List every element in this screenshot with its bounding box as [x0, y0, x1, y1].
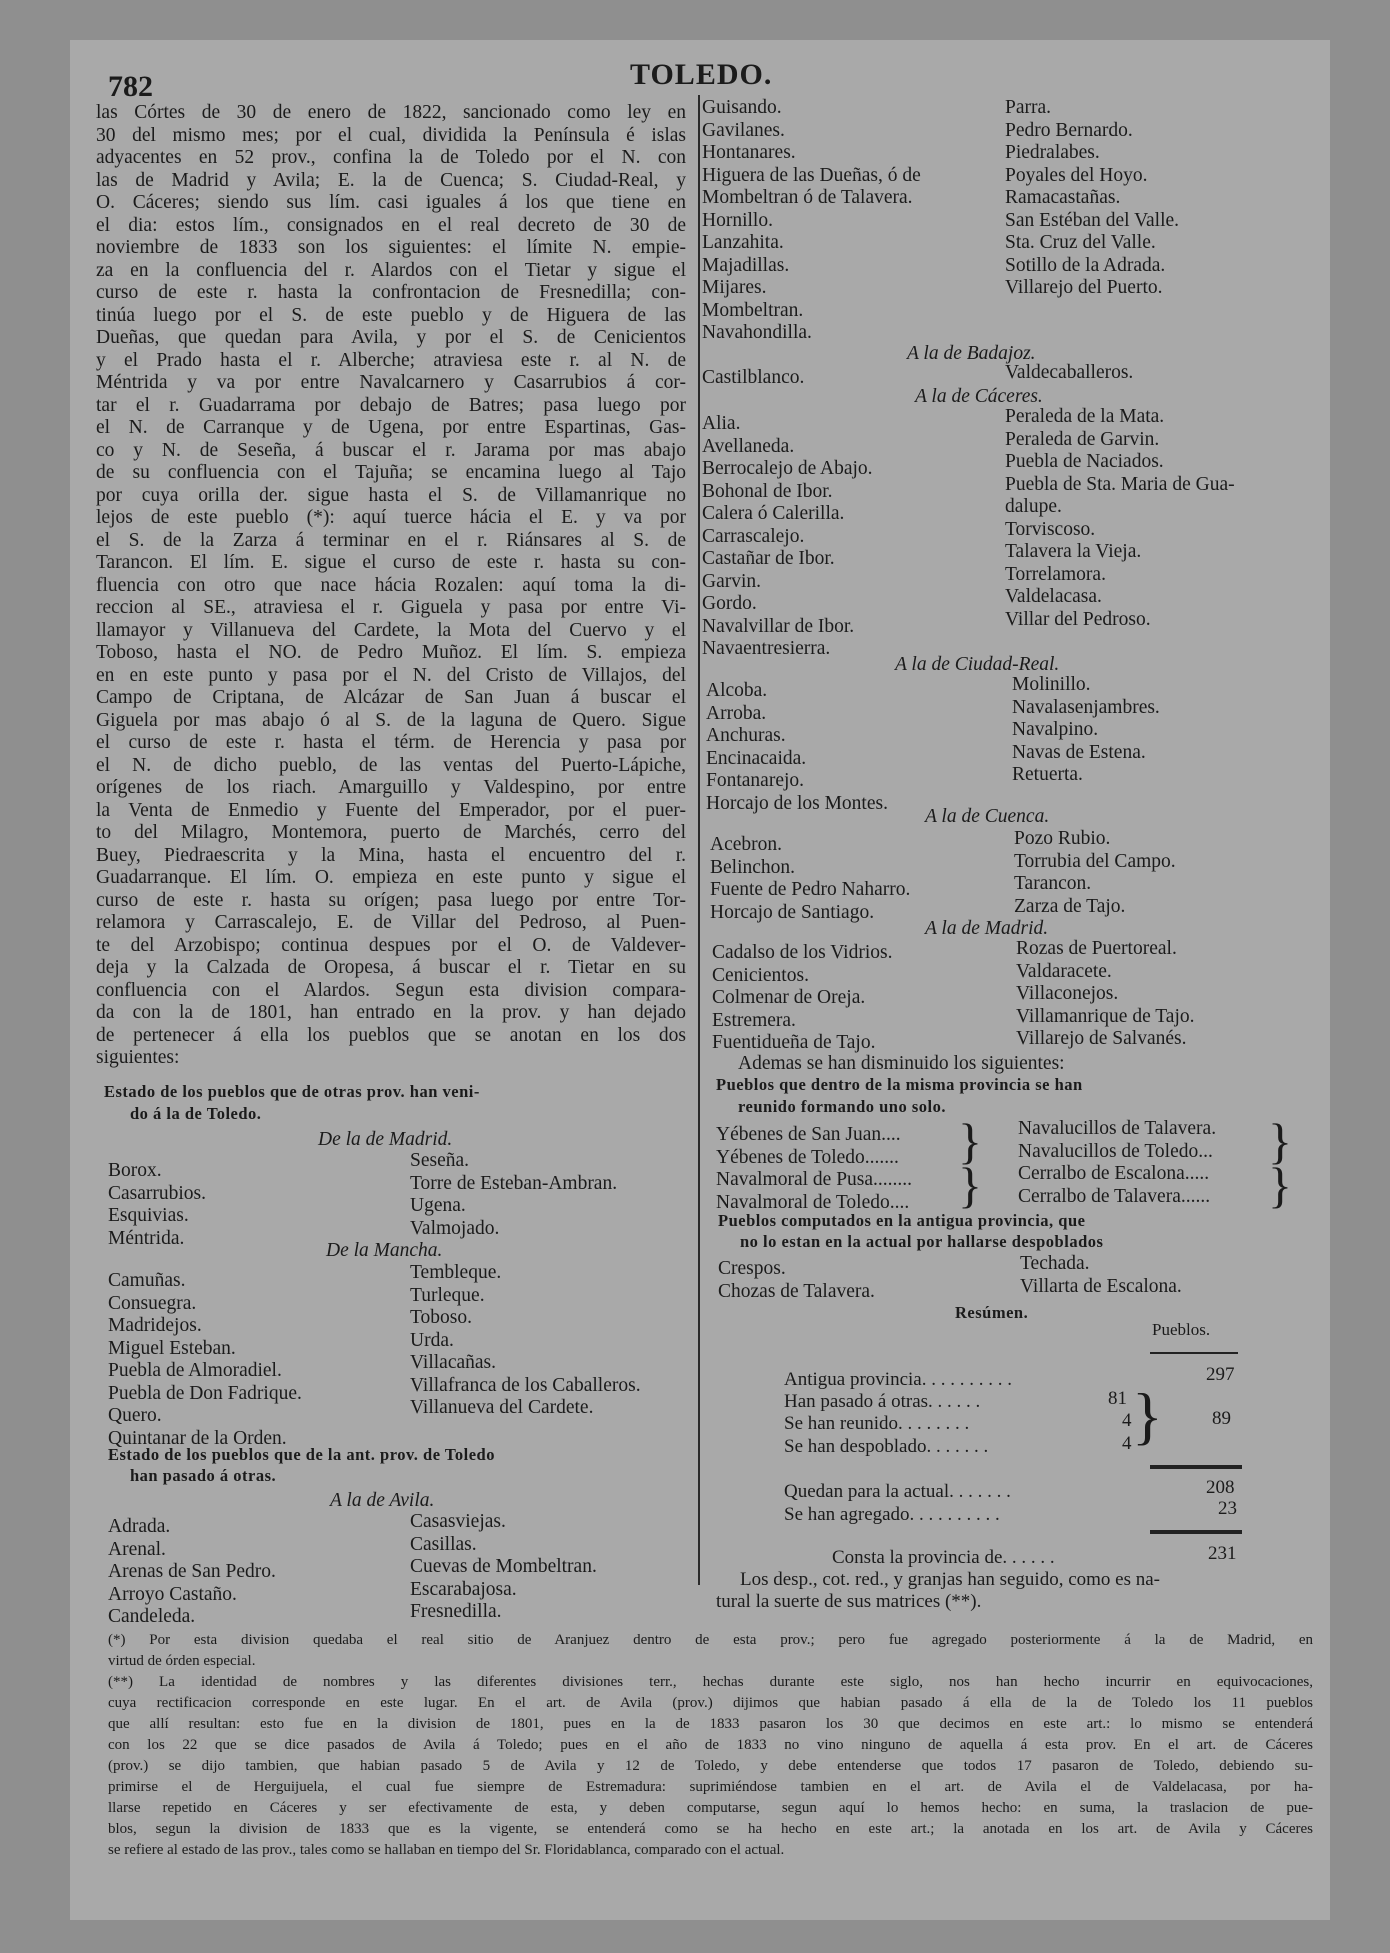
list-item: Berrocalejo de Abajo.	[702, 458, 873, 479]
list-item: Gordo.	[702, 593, 757, 614]
footnote-line: se refiere al estado de las prov., tales como se hallaban en tiempo del Sr. Floridablanca, comparado con el actual.	[108, 1842, 785, 1858]
list-item: Parra.	[1005, 97, 1052, 118]
footnote-line: (prov.) se dijo tambien, que habian pasado 5 de Avila y 12 de Toledo, y debe entenderse que todos 17 pasaron de Toledo, debiendo su-	[108, 1758, 1313, 1774]
paragraph-line: la Venta de Enmedio y Fuente del Emperador, por el puer-	[96, 799, 686, 821]
list-item: Cerralbo de Talavera......	[1018, 1185, 1211, 1207]
list-item: Miguel Esteban.	[108, 1337, 236, 1359]
resumen-rule-2	[1150, 1530, 1242, 1534]
list-item: Castañar de Ibor.	[702, 548, 835, 569]
list-item: Molinillo.	[1012, 674, 1091, 695]
paragraph-line: adyacentes en 52 prov., confina la de Toledo por el N. con	[96, 147, 686, 168]
list-item: Borox.	[108, 1160, 162, 1181]
list-item: Alcoba.	[706, 680, 768, 701]
paragraph-line: de pertenecer á ella los pueblos que se anotan en los dos	[96, 1024, 686, 1046]
list-item: Ugena.	[410, 1195, 466, 1216]
list-item: Esquivias.	[108, 1205, 189, 1226]
list-item: Adrada.	[108, 1516, 171, 1537]
estado1-title-line2: do á la de Toledo.	[130, 1104, 262, 1123]
mancha-heading: De la Mancha.	[326, 1240, 443, 1261]
brace-right-bottom: }	[1268, 1157, 1292, 1213]
resumen-total-consta: 231	[1208, 1543, 1237, 1564]
cuenca-heading: A la de Cuenca.	[925, 806, 1050, 827]
paragraph-line: fluencia con otro que nace hácia Rozalen: aquí toma la di-	[96, 574, 686, 596]
brace-right-top: }	[1268, 1113, 1292, 1169]
paragraph-line: te del Arzobispo; continua despues por el O. de Valdever-	[96, 934, 686, 956]
column-divider	[698, 95, 700, 1585]
madrid2-col1	[712, 942, 892, 1055]
list-item: Estremera.	[712, 1009, 796, 1031]
list-item: Arenal.	[108, 1538, 166, 1560]
reunidos-col1	[716, 1124, 912, 1214]
resumen-closing-line2: tural la suerte de sus matrices (**).	[716, 1591, 982, 1612]
list-item: Villarejo del Puerto.	[1005, 277, 1163, 298]
footnote-line: que allí resultan: esto fue en la division de 1801, pues en la de 1833 pasaron los 30 que decimos en este art.: lo mismo se entenderá	[108, 1716, 1313, 1732]
mancha-col2	[410, 1262, 641, 1420]
avila-heading: A la de Avila.	[330, 1490, 435, 1511]
caceres-heading: A la de Cáceres.	[915, 386, 1043, 407]
list-item: Villar del Pedroso.	[1005, 608, 1151, 630]
list-item: Tarancon.	[1014, 873, 1092, 894]
list-item: Calera ó Calerilla.	[702, 503, 845, 524]
madrid-heading: De la de Madrid.	[318, 1129, 453, 1150]
madrid-col1	[108, 1160, 206, 1250]
list-item: Yébenes de Toledo.......	[716, 1146, 899, 1168]
list-item: Peraleda de Garvin.	[1005, 428, 1160, 450]
list-item: Fuente de Pedro Naharro.	[710, 879, 911, 900]
list-item: Sta. Cruz del Valle.	[1005, 232, 1156, 253]
list-item: Torre de Esteban-Ambran.	[410, 1172, 618, 1194]
list-item: dalupe.	[1005, 496, 1062, 517]
resumen-row-despoblado: Se han despoblado. . . . . . .	[784, 1436, 989, 1457]
disminuidos-line: Ademas se han disminuido los siguientes:	[738, 1053, 1065, 1074]
resumen-row-quedan: Quedan para la actual. . . . . . .	[784, 1481, 1011, 1502]
brace-left-bottom: }	[958, 1157, 982, 1213]
reunidos-title-line2: reunido formando uno solo.	[738, 1097, 946, 1116]
paragraph-line: to del Milagro, Montemora, puerto de Marchés, cerro del	[96, 822, 686, 843]
list-item: Majadillas.	[702, 254, 790, 276]
list-item: Navalvillar de Ibor.	[702, 615, 855, 637]
paragraph-line: deja y la Calzada de Oropesa, á buscar el r. Tietar en su	[96, 957, 686, 978]
avila-col2	[410, 1511, 597, 1624]
paragraph-line: relamora y Carrascalejo, E. de Villar del Pedroso, al Puen-	[96, 912, 686, 933]
paragraph-line: por cuya orilla der. sigue hasta el S. de Villamanrique no	[96, 484, 686, 506]
list-item: Acebron.	[710, 834, 783, 855]
list-item: Rozas de Puertoreal.	[1016, 938, 1177, 959]
paragraph-line: llamayor y Villanueva del Cardete, la Mota del Cuervo y el	[96, 619, 686, 641]
ciudad-real-heading: A la de Ciudad-Real.	[895, 654, 1060, 675]
paragraph-line: curso de este r. hasta su orígen; pasa luego por entre Tor-	[96, 889, 686, 911]
list-item: Puebla de Don Fadrique.	[108, 1382, 302, 1404]
resumen-head-rule	[1150, 1352, 1238, 1354]
list-item: Chozas de Talavera.	[718, 1280, 875, 1302]
list-item: Casillas.	[410, 1533, 477, 1555]
paragraph-line: tar el r. Guadarrama por debajo de Batres; pasa luego por	[96, 394, 686, 416]
list-item: San Estéban del Valle.	[1005, 209, 1180, 231]
caceres-col2	[1005, 406, 1235, 631]
paragraph-line: lejos de este pueblo (*): aquí tuerce hácia el E. y va por	[96, 507, 686, 528]
estado2-title-line2: han pasado á otras.	[130, 1466, 277, 1485]
list-item: Villarta de Escalona.	[1020, 1275, 1182, 1297]
paragraph-line: Buey, Piedraescrita y la Mina, hasta el encuentro del r.	[96, 844, 686, 866]
cuenca-col1	[710, 834, 910, 924]
resumen-row-pasado: Han pasado á otras. . . . . .	[784, 1391, 981, 1412]
list-item: Escarabajosa.	[410, 1578, 517, 1600]
list-item: Arenas de San Pedro.	[108, 1561, 276, 1582]
list-item: Arroyo Castaño.	[108, 1583, 237, 1605]
list-item: Cadalso de los Vidrios.	[712, 942, 893, 963]
list-item: Consuegra.	[108, 1292, 197, 1314]
list-item: Yébenes de San Juan....	[716, 1124, 901, 1145]
list-item: Villarejo de Salvanés.	[1016, 1028, 1187, 1049]
despoblados-title-line2: no lo estan en la actual por hallarse despoblados	[740, 1232, 1104, 1251]
resumen-closing-line1: Los desp., cot. red., y granjas han seguido, como es na-	[740, 1569, 1161, 1590]
list-item: Cerralbo de Escalona.....	[1018, 1163, 1210, 1184]
resumen-sub-reunido: 4	[1122, 1410, 1132, 1431]
list-item: Puebla de Sta. Maria de Gua-	[1005, 473, 1235, 495]
list-item: Carrascalejo.	[702, 525, 805, 547]
caceres-col1	[702, 413, 873, 661]
resumen-title: Resúmen.	[955, 1303, 1029, 1322]
paragraph-line: Guadarranque. El lím. O. empieza en este punto y sigue el	[96, 867, 686, 888]
list-item: Hornillo.	[702, 209, 773, 231]
paragraph-line: O. Cáceres; siendo sus lím. casi iguales á los que tiene en	[96, 192, 686, 213]
resumen-row-agregado: Se han agregado. . . . . . . . . .	[784, 1504, 1000, 1525]
list-item: Cuevas de Mombeltran.	[410, 1556, 597, 1577]
paragraph-line: Méntrida y va por entre Navalcarnero y Casarrubios á cor-	[96, 372, 686, 393]
list-item: Tembleque.	[410, 1262, 502, 1283]
list-item: Méntrida.	[108, 1227, 185, 1249]
right-top-col1	[702, 97, 921, 345]
resumen-rule-1	[1150, 1465, 1242, 1469]
resumen-total-subtracted: 89	[1212, 1408, 1231, 1429]
list-item: Gavilanes.	[702, 119, 785, 141]
list-item: Zarza de Tajo.	[1014, 895, 1126, 917]
paragraph-line: confluencia con el Alardos. Segun esta division compara-	[96, 979, 686, 1001]
list-item: Poyales del Hoyo.	[1005, 164, 1148, 186]
estado2-title-line1: Estado de los pueblos que de la ant. prov. de Toledo	[108, 1445, 495, 1464]
left-column-paragraph	[96, 102, 686, 1070]
resumen-sub-despoblado: 4	[1122, 1433, 1132, 1454]
list-item: Pedro Bernardo.	[1005, 119, 1133, 141]
resumen-brace: }	[1132, 1380, 1163, 1451]
list-item: Valdelacasa.	[1005, 586, 1102, 607]
footnote-line: primirse el de Herguijuela, el cual fue siempre de Estremadura: suprimiéndose tambien en el art. de Avila el de Valdelacasa, por ha-	[108, 1779, 1313, 1795]
list-item: Navalucillos de Toledo...	[1018, 1140, 1213, 1162]
list-item: Alia.	[702, 413, 741, 434]
list-item: Puebla de Almoradiel.	[108, 1360, 282, 1381]
paragraph-line: el dia: estos lím., consignados en el real decreto de 30 de	[96, 214, 686, 236]
despoblados-title-line1: Pueblos computados en la antigua provincia, que	[718, 1211, 1086, 1230]
list-item: Torrelamora.	[1005, 563, 1106, 585]
paragraph-line: orígenes de los riach. Amarguillo y Valdespino, por entre	[96, 777, 686, 798]
paragraph-line: las de Madrid y Avila; E. la de Cuenca; S. Ciudad-Real, y	[96, 169, 686, 191]
list-item: Fontanarejo.	[706, 770, 805, 791]
list-item: Bohonal de Ibor.	[702, 480, 833, 502]
brace-left-top: }	[958, 1113, 982, 1169]
list-item: Colmenar de Oreja.	[712, 987, 866, 1008]
resumen-row-reunido: Se han reunido. . . . . . . .	[784, 1413, 970, 1434]
list-item: Navalmoral de Toledo....	[716, 1191, 910, 1213]
list-item: Candeleda.	[108, 1606, 196, 1627]
footnote-line: cuya rectificacion corresponde en este lugar. En el art. de Avila (prov.) dijimos que habian pasado á ella de la de Toledo los 11 pueblos	[108, 1695, 1313, 1711]
list-item: Quintanar de la Orden.	[108, 1427, 287, 1449]
paragraph-line: noviembre de 1833 son los siguientes: el límite N. empie-	[96, 237, 686, 258]
list-item: Navahondilla.	[702, 322, 812, 343]
list-item: Ramacastañas.	[1005, 187, 1121, 208]
footnote-line: virtud de órden especial.	[108, 1653, 256, 1669]
footnotes	[108, 1630, 1313, 1861]
list-item: Anchuras.	[706, 725, 786, 746]
paragraph-line: en en este punto y pasa por el N. del Cristo de Villajos, del	[96, 664, 686, 686]
list-item: Fresnedilla.	[410, 1601, 502, 1622]
paragraph-line: reccion al SE., atraviesa el r. Giguela y pasa por entre Vi-	[96, 597, 686, 618]
badajoz-col2	[1005, 362, 1133, 385]
resumen-sub-pasado: 81	[1108, 1388, 1127, 1409]
list-item: Navalasenjambres.	[1012, 696, 1160, 718]
footnote-line: (*) Por esta division quedaba el real sitio de Aranjuez dentro de esta prov.; pero fue agregado posteriormente á la de Madrid, en	[108, 1632, 1313, 1648]
list-item: Toboso.	[410, 1307, 473, 1328]
list-item: Lanzahita.	[702, 232, 784, 253]
list-item: Valdaracete.	[1016, 960, 1112, 982]
list-item: Casasviejas.	[410, 1511, 506, 1532]
madrid2-heading: A la de Madrid.	[925, 918, 1049, 939]
right-top-col2	[1005, 97, 1179, 300]
avila-col1	[108, 1516, 276, 1629]
list-item: Encinacaida.	[706, 747, 807, 769]
list-item: Navalpino.	[1012, 719, 1099, 740]
list-item: Valmojado.	[410, 1217, 500, 1239]
list-item: Valdecaballeros.	[1005, 362, 1134, 383]
paragraph-line: el curso de este r. hasta el térm. de Herencia y pasa por	[96, 732, 686, 753]
reunidos-col2	[1018, 1118, 1216, 1208]
paragraph-line: da con la de 1801, han entrado en la prov. y han dejado	[96, 1002, 686, 1023]
list-item: Navaentresierra.	[702, 638, 831, 659]
footnote-line: (**) La identidad de nombres y las diferentes divisiones terr., hechas durante este siglo, nos han hecho incurrir en equivocaciones,	[108, 1674, 1313, 1690]
paragraph-line: za en la confluencia del r. Alardos con el Tietar y sigue el	[96, 259, 686, 281]
footnote-line: con los 22 que se dice pasados de Avila á Toledo; pues en el año de 1833 no vino ninguno de aquella á esta prov. En el art. de Cáceres	[108, 1737, 1313, 1753]
resumen-total-agregado: 23	[1218, 1498, 1237, 1519]
reunidos-title-line1: Pueblos que dentro de la misma provincia se han	[716, 1075, 1083, 1094]
list-item: Talavera la Vieja.	[1005, 541, 1142, 562]
list-item: Horcajo de Santiago.	[710, 901, 875, 923]
mancha-col1	[108, 1270, 302, 1450]
list-item: Piedralabes.	[1005, 142, 1100, 163]
list-item: Casarrubios.	[108, 1182, 207, 1204]
resumen-total-antigua: 297	[1206, 1364, 1235, 1385]
list-item: Villaconejos.	[1016, 983, 1119, 1004]
paragraph-line: el N. de Carranque y de Ugena, por entre Espartinas, Gas-	[96, 417, 686, 438]
paragraph-line: curso de este r. hasta la confrontacion de Fresnedilla; con-	[96, 282, 686, 303]
list-item: Castilblanco.	[702, 367, 805, 388]
despoblados-col2	[1020, 1253, 1182, 1298]
list-item: Retuerta.	[1012, 764, 1083, 785]
list-item: Villafranca de los Caballeros.	[410, 1374, 641, 1396]
list-item: Villamanrique de Tajo.	[1016, 1005, 1195, 1027]
list-item: Techada.	[1020, 1253, 1090, 1274]
paragraph-line: el N. de dicho pueblo, de las ventas del Puerto-Lápiche,	[96, 754, 686, 776]
list-item: Puebla de Naciados.	[1005, 451, 1164, 472]
list-item: Villacañas.	[410, 1352, 496, 1373]
paragraph-line: las Córtes de 30 de enero de 1822, sancionado como ley en	[96, 102, 686, 123]
list-item: Seseña.	[410, 1150, 470, 1171]
madrid-col2	[410, 1150, 617, 1240]
list-item: Belinchon.	[710, 856, 796, 878]
list-item: Mijares.	[702, 277, 767, 298]
paragraph-line: el S. de la Zarza á terminar en el r. Riánsares al S. de	[96, 529, 686, 551]
paragraph-line: 30 del mismo mes; por el cual, dividida la Península é islas	[96, 124, 686, 146]
list-item: Mombeltran.	[702, 299, 804, 321]
list-item: Mombeltran ó de Talavera.	[702, 187, 913, 208]
list-item: Avellaneda.	[702, 435, 795, 457]
list-item: Cenicientos.	[712, 964, 809, 986]
paragraph-line: Giguela por mas abajo ó al S. de la laguna de Quero. Sigue	[96, 709, 686, 731]
footnote-line: blos, segun la division de 1833 que es la vigente, se entenderá como se ha hecho en este art.; la anotada en los art. de Avila y Cáceres	[108, 1821, 1313, 1837]
resumen-column-head: Pueblos.	[1152, 1320, 1211, 1339]
paragraph-line: Toboso, hasta el NO. de Pedro Muñoz. El lím. S. empieza	[96, 642, 686, 663]
paragraph-line: y el Prado hasta el r. Alberche; atraviesa este r. al N. de	[96, 349, 686, 371]
cuenca-col2	[1014, 828, 1176, 918]
paragraph-line: siguientes:	[96, 1047, 180, 1068]
paragraph-line: co y N. de Seseña, á buscar el r. Jarama por mas abajo	[96, 439, 686, 461]
list-item: Urda.	[410, 1329, 454, 1351]
paragraph-line: tinúa luego por el S. de este pueblo y de Higuera de las	[96, 304, 686, 326]
list-item: Navalmoral de Pusa........	[716, 1169, 913, 1190]
list-item: Sotillo de la Adrada.	[1005, 254, 1166, 276]
list-item: Madridejos.	[108, 1315, 202, 1336]
list-item: Peraleda de la Mata.	[1005, 406, 1165, 427]
footnote-line: llarse repetido en Cáceres y ser efectivamente de esta, y deben computarse, segun aquí lo hemos hecho: en suma, la traslacion de pue-	[108, 1800, 1313, 1816]
page-title: TOLEDO.	[630, 58, 773, 91]
estado1-title-line1: Estado de los pueblos que de otras prov. han veni-	[104, 1082, 480, 1101]
ciudad-real-col1	[706, 680, 888, 815]
list-item: Hontanares.	[702, 142, 796, 163]
ciudad-real-col2	[1012, 674, 1160, 787]
resumen-row-antigua: Antigua provincia. . . . . . . . . .	[784, 1369, 1012, 1390]
list-item: Torviscoso.	[1005, 518, 1096, 540]
list-item: Crespos.	[718, 1258, 786, 1279]
list-item: Garvin.	[702, 570, 762, 592]
list-item: Quero.	[108, 1405, 162, 1426]
page-number: 782	[108, 70, 153, 103]
list-item: Camuñas.	[108, 1270, 186, 1291]
madrid2-col2	[1016, 938, 1195, 1051]
badajoz-col1	[702, 367, 804, 390]
resumen-row-consta: Consta la provincia de. . . . . .	[832, 1547, 1055, 1568]
list-item: Torrubia del Campo.	[1014, 850, 1176, 872]
badajoz-heading: A la de Badajoz.	[907, 343, 1036, 364]
list-item: Navalucillos de Talavera.	[1018, 1118, 1217, 1139]
resumen-total-quedan: 208	[1206, 1477, 1235, 1498]
despoblados-col1	[718, 1258, 875, 1303]
list-item: Arroba.	[706, 702, 767, 724]
paragraph-line: de su confluencia con el Tajuña; se encamina luego al Tajo	[96, 462, 686, 483]
list-item: Guisando.	[702, 97, 782, 118]
list-item: Navas de Estena.	[1012, 741, 1146, 763]
list-item: Villanueva del Cardete.	[410, 1397, 594, 1418]
paragraph-line: Tarancon. El lím. E. sigue el curso de este r. hasta su con-	[96, 552, 686, 573]
list-item: Fuentidueña de Tajo.	[712, 1032, 876, 1053]
paragraph-line: Campo de Criptana, de Alcázar de San Juan á buscar el	[96, 687, 686, 708]
list-item: Higuera de las Dueñas, ó de	[702, 164, 921, 186]
list-item: Horcajo de los Montes.	[706, 792, 888, 814]
list-item: Turleque.	[410, 1284, 485, 1306]
list-item: Pozo Rubio.	[1014, 828, 1111, 849]
paragraph-line: Dueñas, que quedan para Avila, y por el S. de Cenicientos	[96, 327, 686, 348]
